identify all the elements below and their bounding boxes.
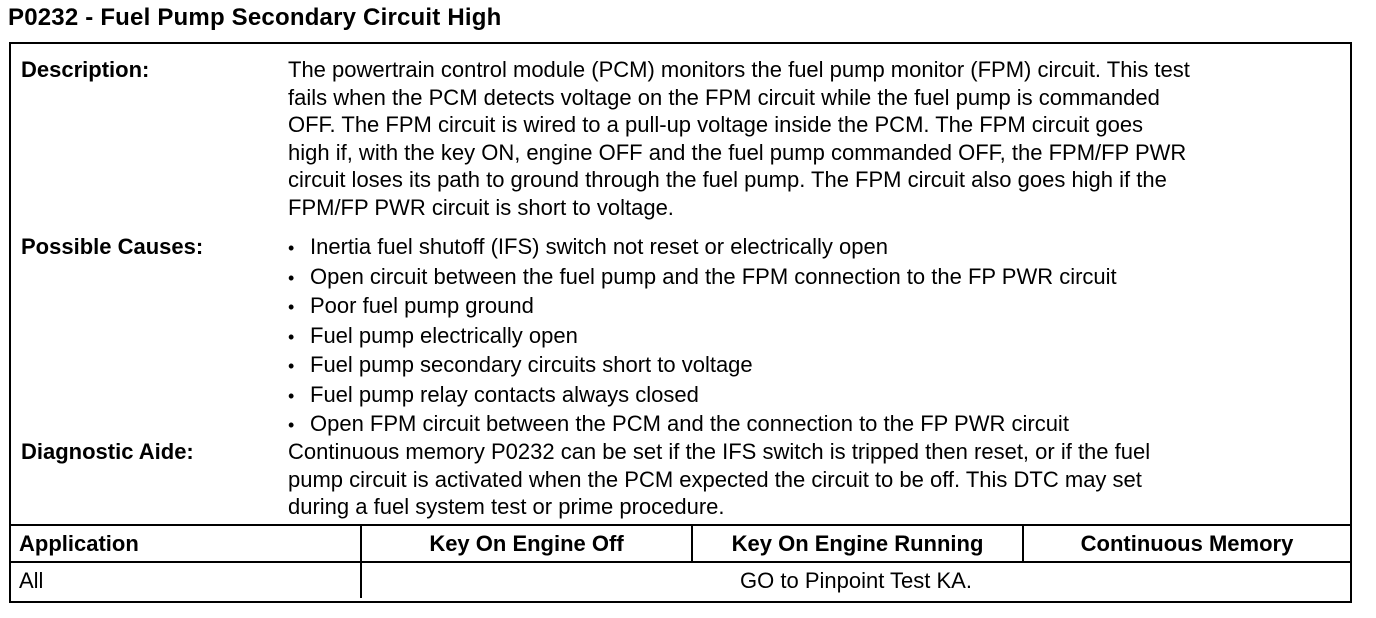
list-item: • Open circuit between the fuel pump and the FPM connection to the FP PWR circuit (288, 263, 1346, 293)
list-item: • Fuel pump electrically open (288, 322, 1346, 352)
list-item: • Open FPM circuit between the PCM and the connection to the FP PWR circuit (288, 410, 1346, 440)
description-text (288, 56, 1346, 221)
list-item: • Inertia fuel shutoff (IFS) switch not reset or electrically open (288, 233, 1346, 263)
description-line: The powertrain control module (PCM) monitors the fuel pump monitor (FPM) circuit. This test (288, 57, 1190, 82)
description-line: fails when the PCM detects voltage on the FPM circuit while the fuel pump is commanded (288, 84, 1160, 110)
description-line: circuit loses its path to ground through the fuel pump. The FPM circuit also goes high if the (288, 167, 1167, 192)
dtc-info-box (9, 42, 1352, 603)
header-key-on-engine-off: Key On Engine Off (361, 525, 692, 562)
header-application: Application (11, 525, 361, 562)
aide-line: Continuous memory P0232 can be set if the IFS switch is tripped then reset, or if the fuel (288, 439, 1151, 464)
page-title: P0232 - Fuel Pump Secondary Circuit High (8, 4, 502, 31)
table-row (11, 562, 1350, 598)
list-item: • Poor fuel pump ground (288, 292, 1346, 322)
aide-text (288, 438, 1346, 521)
description-line: OFF. The FPM circuit is wired to a pull-up voltage inside the PCM. The FPM circuit goes (288, 112, 1144, 137)
description-line: FPM/FP PWR circuit is short to voltage. (288, 194, 674, 220)
description-label: Description: (21, 57, 150, 82)
description-line: high if, with the key ON, engine OFF and the fuel pump commanded OFF, the FPM/FP PWR (288, 139, 1187, 165)
causes-list (288, 233, 1346, 440)
header-key-on-engine-running: Key On Engine Running (692, 525, 1023, 562)
aide-line: during a fuel system test or prime procedure. (288, 494, 725, 519)
cell-action: GO to Pinpoint Test KA. (361, 562, 1350, 598)
causes-label: Possible Causes: (21, 234, 204, 259)
application-table (11, 524, 1350, 598)
table-header-row (11, 525, 1350, 562)
aide-line: pump circuit is activated when the PCM expected the circuit to be off. This DTC may set (288, 466, 1142, 492)
header-continuous-memory: Continuous Memory (1023, 525, 1350, 562)
list-item: • Fuel pump secondary circuits short to voltage (288, 351, 1346, 381)
list-item: • Fuel pump relay contacts always closed (288, 381, 1346, 411)
cell-application: All (19, 568, 44, 593)
aide-label: Diagnostic Aide: (21, 439, 194, 464)
